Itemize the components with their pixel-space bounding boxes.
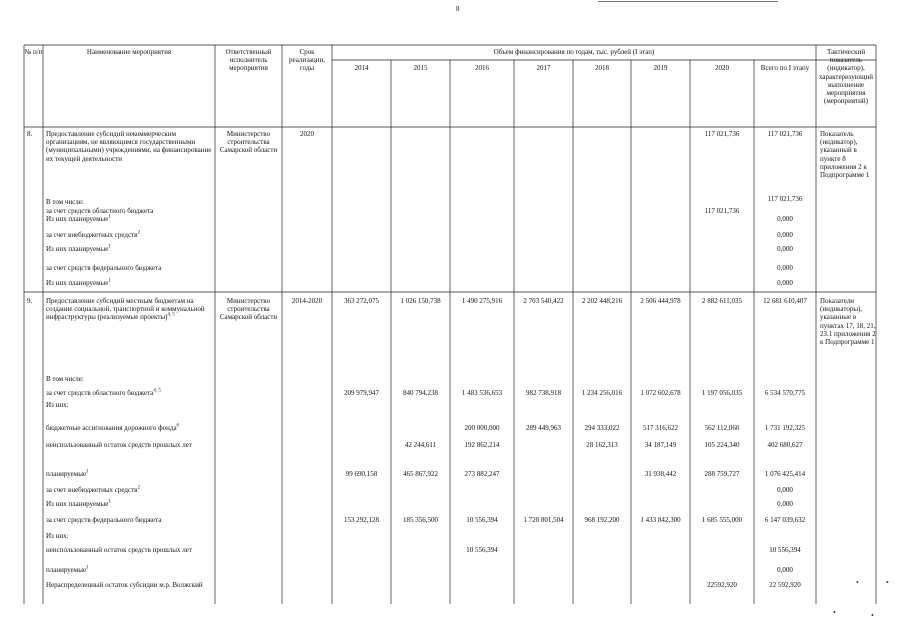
footnote-ref: 1 [108, 214, 111, 220]
footnote-ref: 4, 5 [167, 313, 175, 319]
row-year-value: 517 316,622 [643, 424, 678, 432]
footnote-ref: 1 [108, 278, 111, 284]
row-total: 0,000 [777, 264, 793, 272]
header-total: Всего по I этапу [760, 64, 810, 72]
row-year-value: 363 272,075 [344, 297, 379, 305]
header-executor: Ответственный исполнитель мероприятия [225, 48, 272, 73]
row-name [46, 401, 212, 409]
row-total: 10 556,394 [769, 546, 801, 554]
row-name [46, 470, 212, 478]
footnote-ref: 1 [86, 565, 89, 571]
row-name [46, 389, 212, 397]
row-name [46, 500, 212, 508]
row-name-text: неиспользованный остаток средств прошлых лет [46, 546, 192, 554]
scan-mark: • [833, 608, 836, 617]
row-name-text: Из них: [46, 532, 69, 540]
row-name-text: неиспользованный остаток средств прошлых лет [46, 441, 192, 449]
scan-mark: • [886, 578, 889, 587]
row-year-value: 117 021,736 [704, 207, 740, 215]
row-name-text: Предоставление субсидий местным бюджетам на создание социальной, транспортной и коммунальной инфраструктуры (реализуемые проекты) [46, 297, 205, 322]
row-year-value: 273 882,247 [464, 470, 500, 478]
row-name-text: за счет внебюджетных средств [46, 486, 138, 494]
row-name-text: В том числе: [46, 375, 84, 383]
row-name-text: В том числе: [46, 198, 84, 206]
header-financing: Объем финансирования по годам, тыс. рублей (I этап) [493, 48, 655, 56]
row-total: 117 021,736 [767, 195, 803, 203]
row-name-text: Из них планируемые [46, 215, 109, 223]
footnote-ref: 2 [137, 230, 140, 236]
row-name-text: за счет средств областного бюджета [46, 207, 154, 215]
row-year-value: 982 738,918 [526, 389, 561, 397]
row-total: 0,000 [777, 231, 793, 239]
row-name-text: Из них: [46, 401, 69, 409]
row-name [46, 566, 212, 574]
footnote-ref: 4, 5 [153, 388, 161, 394]
row-name-text: Из них планируемые [46, 500, 109, 508]
row-year-value: 840 794,238 [403, 389, 438, 397]
row-year-value: 1 234 256,016 [581, 389, 623, 397]
row-name-text: Нераспределенный остаток субсидии м.р. Волжский [46, 581, 203, 589]
row-name [46, 424, 212, 432]
row-year-value: 209 979,947 [344, 389, 379, 397]
row-name [46, 441, 212, 449]
row-name [46, 516, 212, 524]
row-year-value: 200 000,000 [464, 424, 500, 432]
row-year-value: 105 224,340 [704, 441, 740, 449]
row-total: 0,000 [777, 566, 793, 574]
page-number: 8 [456, 5, 460, 13]
row-number: 9. [27, 297, 33, 305]
row-year-value: 1 483 536,653 [461, 389, 503, 397]
header-year: 2018 [595, 64, 609, 72]
row-year-value: 34 187,149 [644, 441, 677, 449]
row-year-value: 1 197 056,035 [701, 389, 743, 397]
row-name-text: планируемые [46, 566, 87, 574]
row-year-value: 1 490 275,916 [461, 297, 503, 305]
row-year-value: 1 026 150,738 [400, 297, 441, 305]
row-total: 402 680,627 [767, 441, 803, 449]
row-year-value: 1 720 801,504 [523, 516, 564, 524]
header-indicator: Тактический показатель (индикатор), характеризующий выполнение мероприятия (мероприятий) [818, 48, 874, 106]
row-number: 8. [27, 130, 33, 138]
row-total: 0,000 [777, 486, 793, 494]
row-year-value: 10 556,394 [466, 546, 498, 554]
row-total: 6 534 570,775 [764, 389, 806, 397]
row-total: 0,000 [777, 500, 793, 508]
footnote-ref: 6 [176, 423, 180, 429]
row-name-text: планируемые [46, 470, 87, 478]
scan-mark: • [856, 578, 859, 587]
header-year: 2019 [653, 64, 668, 72]
row-year-value: 22592,920 [707, 581, 737, 589]
header-year: 2015 [413, 64, 428, 72]
row-total: 0,000 [777, 279, 793, 287]
row-name-text: Из них планируемые [46, 245, 109, 253]
row-total: 0,000 [777, 215, 793, 223]
header-year: 2016 [475, 64, 489, 72]
row-name-text: Из них планируемые [46, 279, 109, 287]
row-year-value: 1 685 555,000 [701, 516, 743, 524]
row-executor: Министерство строительства Самарской области [219, 130, 278, 155]
header-year: 2017 [536, 64, 551, 72]
row-year-value: 289 449,963 [526, 424, 561, 432]
row-name [46, 215, 212, 223]
row-name [46, 532, 212, 540]
footnote-ref: 2 [137, 485, 140, 491]
row-name-text: за счет средств федерального бюджета [46, 516, 162, 524]
row-name [46, 207, 212, 215]
row-name-text: за счет внебюджетных средств [46, 231, 138, 239]
row-total: 1 076 425,414 [764, 470, 806, 478]
row-name-text: за счет средств областного бюджета [46, 389, 154, 397]
row-name [46, 264, 212, 272]
row-year-value: 1 072 602,678 [640, 389, 681, 397]
top-rule [598, 1, 778, 2]
row-year-value: 28 162,313 [586, 441, 618, 449]
row-period: 2014-2020 [291, 297, 323, 305]
row-name [46, 546, 212, 554]
row-year-value: 2 882 611,035 [702, 297, 742, 305]
row-total: 0,000 [777, 245, 793, 253]
row-name-text: Предоставление субсидий некоммерческим организациям, не являющимся государственными (муниципальными) учреждениями, на финансирование их текущей деятельности [46, 130, 212, 163]
row-name [46, 581, 212, 589]
row-year-value: 192 862,214 [464, 441, 500, 449]
row-total: 1 731 192,325 [764, 424, 806, 432]
row-year-value: 185 356,500 [403, 516, 438, 524]
row-year-value: 1 433 842,300 [640, 516, 681, 524]
row-year-value: 562 112,060 [704, 424, 740, 432]
header-period: Срок реализации, годы [289, 48, 325, 73]
row-name [46, 375, 212, 383]
row-year-value: 153 292,128 [344, 516, 379, 524]
row-indicator: Показатели (индикаторы), указанные в пунктах 17, 18, 21, 23.1 приложения 2 к Подпрограмме 1 [820, 297, 876, 347]
header-year: 2020 [715, 64, 729, 72]
row-name [46, 130, 212, 163]
row-indicator: Показатель (индикатор), указанный в пункте 8 приложения 2 к Подпрограмме 1 [820, 130, 870, 180]
row-executor: Министерство строительства Самарской области [219, 297, 278, 322]
row-year-value: 2 202 448,216 [581, 297, 623, 305]
header-year: 2014 [354, 64, 369, 72]
row-name [46, 486, 212, 494]
row-name [46, 245, 212, 253]
row-name-text: бюджетные ассигнования дорожного фонда [46, 424, 177, 432]
row-year-value: 42 244,611 [404, 441, 437, 449]
header-num: № п/п [24, 48, 43, 56]
footnote-ref: 1 [86, 469, 89, 475]
footnote-ref: 1 [108, 244, 111, 250]
row-total: 22 592,920 [769, 581, 801, 589]
footnote-ref: 1 [108, 499, 111, 505]
row-year-value: 117 021,736 [704, 130, 740, 138]
row-name [46, 198, 212, 206]
row-total: 6 147 039,632 [764, 516, 806, 524]
row-year-value: 288 759,727 [704, 470, 740, 478]
row-year-value: 968 192,200 [584, 516, 620, 524]
row-name [46, 279, 212, 287]
row-period: 2020 [300, 130, 314, 138]
row-year-value: 31 938,442 [644, 470, 677, 478]
row-year-value: 465 867,922 [403, 470, 438, 478]
row-year-value: 2 506 444,978 [640, 297, 681, 305]
row-name-text: за счет средств федерального бюджета [46, 264, 162, 272]
row-name [46, 231, 212, 239]
row-name [46, 297, 212, 322]
scan-mark: • [871, 611, 874, 620]
row-year-value: 294 333,022 [584, 424, 620, 432]
row-year-value: 99 690,158 [345, 470, 378, 478]
row-year-value: 10 556,394 [466, 516, 498, 524]
header-name: Наименование мероприятия [86, 48, 172, 56]
row-total: 12 681 610,407 [763, 297, 807, 305]
row-year-value: 2 703 540,422 [523, 297, 564, 305]
row-total: 117 021,736 [767, 130, 803, 138]
